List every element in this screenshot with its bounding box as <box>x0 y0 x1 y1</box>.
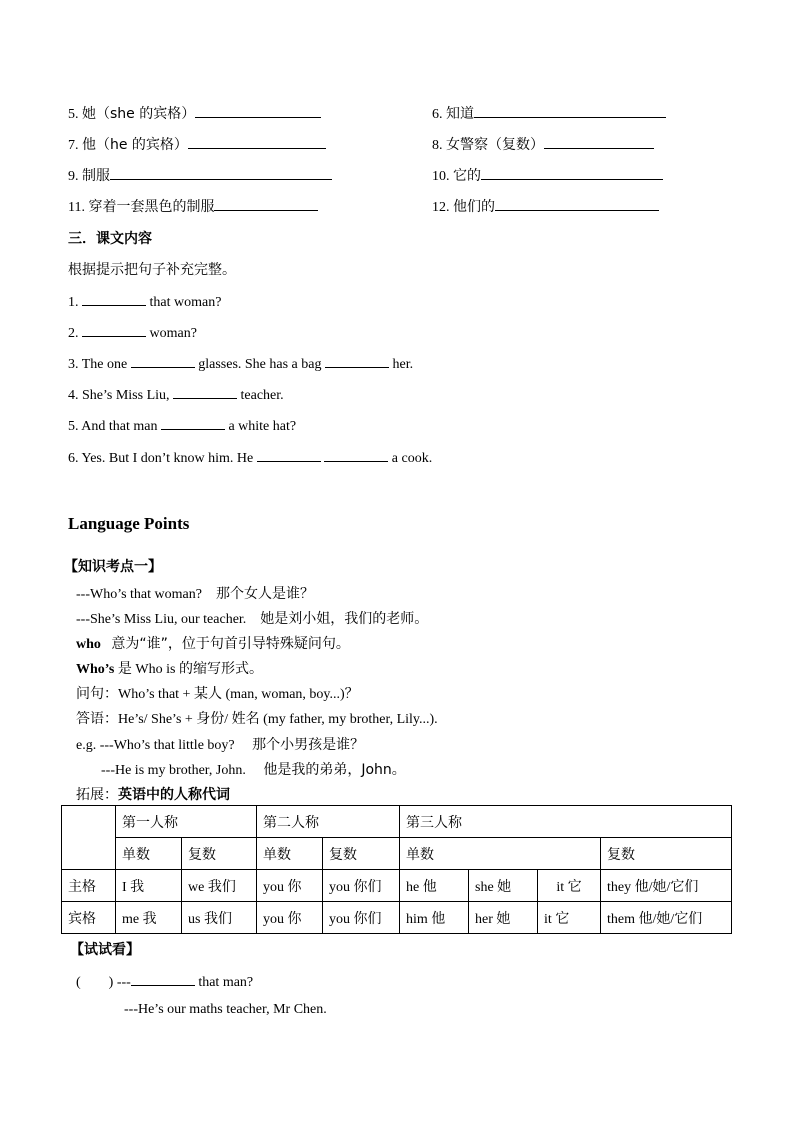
table-cell: me 我 <box>116 902 182 934</box>
try-it-answer: ---He’s our maths teacher, Mr Chen. <box>124 1002 327 1017</box>
who-explanation: who 意为“谁”，位于句首引导特殊疑问句。 <box>76 636 350 652</box>
kp1-title: 【知识考点一】 <box>64 559 162 575</box>
try-it-title: 【试试看】 <box>70 942 140 958</box>
table-cell: it 它 <box>538 902 601 934</box>
answer-blank[interactable] <box>481 165 663 180</box>
answer-blank[interactable] <box>257 447 321 462</box>
answer-blank[interactable] <box>495 196 659 211</box>
sentence-1: 1. that woman? <box>68 291 221 311</box>
eg-line-1: e.g. ---Who’s that little boy? 那个小男孩是谁？ <box>76 737 365 753</box>
vocab-item-8: 8. 女警察（复数） <box>432 134 654 154</box>
language-points-title: Language Points <box>68 514 190 533</box>
answer-blank[interactable] <box>131 353 195 368</box>
try-it-question: ( ) --- that man? <box>76 971 253 991</box>
vocab-item-12: 12. 他们的 <box>432 196 659 216</box>
sentence-6: 6. Yes. But I don’t know him. He a cook. <box>68 447 432 467</box>
answer-blank[interactable] <box>173 384 237 399</box>
sentence-5: 5. And that man a white hat? <box>68 415 296 435</box>
vocab-item-9: 9. 制服 <box>68 165 332 185</box>
vocab-item-6: 6. 知道 <box>432 103 666 123</box>
example-line-1: ---Who’s that woman? 那个女人是谁？ <box>76 586 314 602</box>
vocab-item-11: 11. 穿着一套黑色的制服 <box>68 196 318 216</box>
table-cell: them 他/她/它们 <box>601 902 732 934</box>
header-second-person: 第二人称 <box>257 806 400 838</box>
header-singular: 单数 <box>116 838 182 870</box>
answer-blank[interactable] <box>161 415 225 430</box>
table-cell: you 你 <box>257 902 323 934</box>
table-cell: they 他/她/它们 <box>601 870 732 902</box>
table-cell: her 她 <box>469 902 538 934</box>
row-label-subject: 主格 <box>62 870 116 902</box>
answer-blank[interactable] <box>324 447 388 462</box>
expand-heading: 拓展：英语中的人称代词 <box>76 787 230 803</box>
sentence-2: 2. woman? <box>68 322 197 342</box>
answer-blank[interactable] <box>110 165 332 180</box>
example-line-2: ---She’s Miss Liu, our teacher. 她是刘小姐，我们的老师。 <box>76 611 429 627</box>
answer-pattern: 答语：He’s/ She’s + 身份/ 姓名 (my father, my brother, Lily...). <box>76 712 438 727</box>
row-label-object: 宾格 <box>62 902 116 934</box>
table-cell: us 我们 <box>182 902 257 934</box>
question-pattern: 问句：Who’s that + 某人 (man, woman, boy...)？ <box>76 687 359 702</box>
sentence-4: 4. She’s Miss Liu, teacher. <box>68 384 284 404</box>
answer-blank[interactable] <box>325 353 389 368</box>
section-title: 三．课文内容 <box>68 231 152 247</box>
table-cell: it 它 <box>538 870 601 902</box>
header-first-person: 第一人称 <box>116 806 257 838</box>
table-cell: we 我们 <box>182 870 257 902</box>
header-plural: 复数 <box>601 838 732 870</box>
sentence-3: 3. The one glasses. She has a bag her. <box>68 353 413 373</box>
answer-blank[interactable] <box>131 971 195 986</box>
table-cell: you 你们 <box>323 902 400 934</box>
table-cell: she 她 <box>469 870 538 902</box>
header-singular: 单数 <box>400 838 601 870</box>
table-cell: you 你们 <box>323 870 400 902</box>
table-cell: he 他 <box>400 870 469 902</box>
whos-explanation: Who’s 是 Who is 的缩写形式。 <box>76 662 263 677</box>
table-corner <box>62 806 116 870</box>
header-singular: 单数 <box>257 838 323 870</box>
answer-blank[interactable] <box>544 134 654 149</box>
header-third-person: 第三人称 <box>400 806 732 838</box>
answer-blank[interactable] <box>195 103 321 118</box>
eg-line-2: ---He is my brother, John. 他是我的弟弟，John。 <box>101 762 406 778</box>
answer-blank[interactable] <box>82 291 146 306</box>
table-cell: you 你 <box>257 870 323 902</box>
answer-blank[interactable] <box>214 196 318 211</box>
answer-blank[interactable] <box>188 134 326 149</box>
vocab-item-10: 10. 它的 <box>432 165 663 185</box>
section-instruction: 根据提示把句子补充完整。 <box>68 262 236 278</box>
answer-blank[interactable] <box>82 322 146 337</box>
pronoun-table <box>61 805 732 934</box>
table-cell: I 我 <box>116 870 182 902</box>
header-plural: 复数 <box>323 838 400 870</box>
header-plural: 复数 <box>182 838 257 870</box>
answer-blank[interactable] <box>474 103 666 118</box>
table-row <box>62 902 732 934</box>
vocab-item-5: 5. 她（she 的宾格） <box>68 103 321 123</box>
table-row <box>62 870 732 902</box>
table-cell: him 他 <box>400 902 469 934</box>
vocab-item-7: 7. 他（he 的宾格） <box>68 134 326 154</box>
